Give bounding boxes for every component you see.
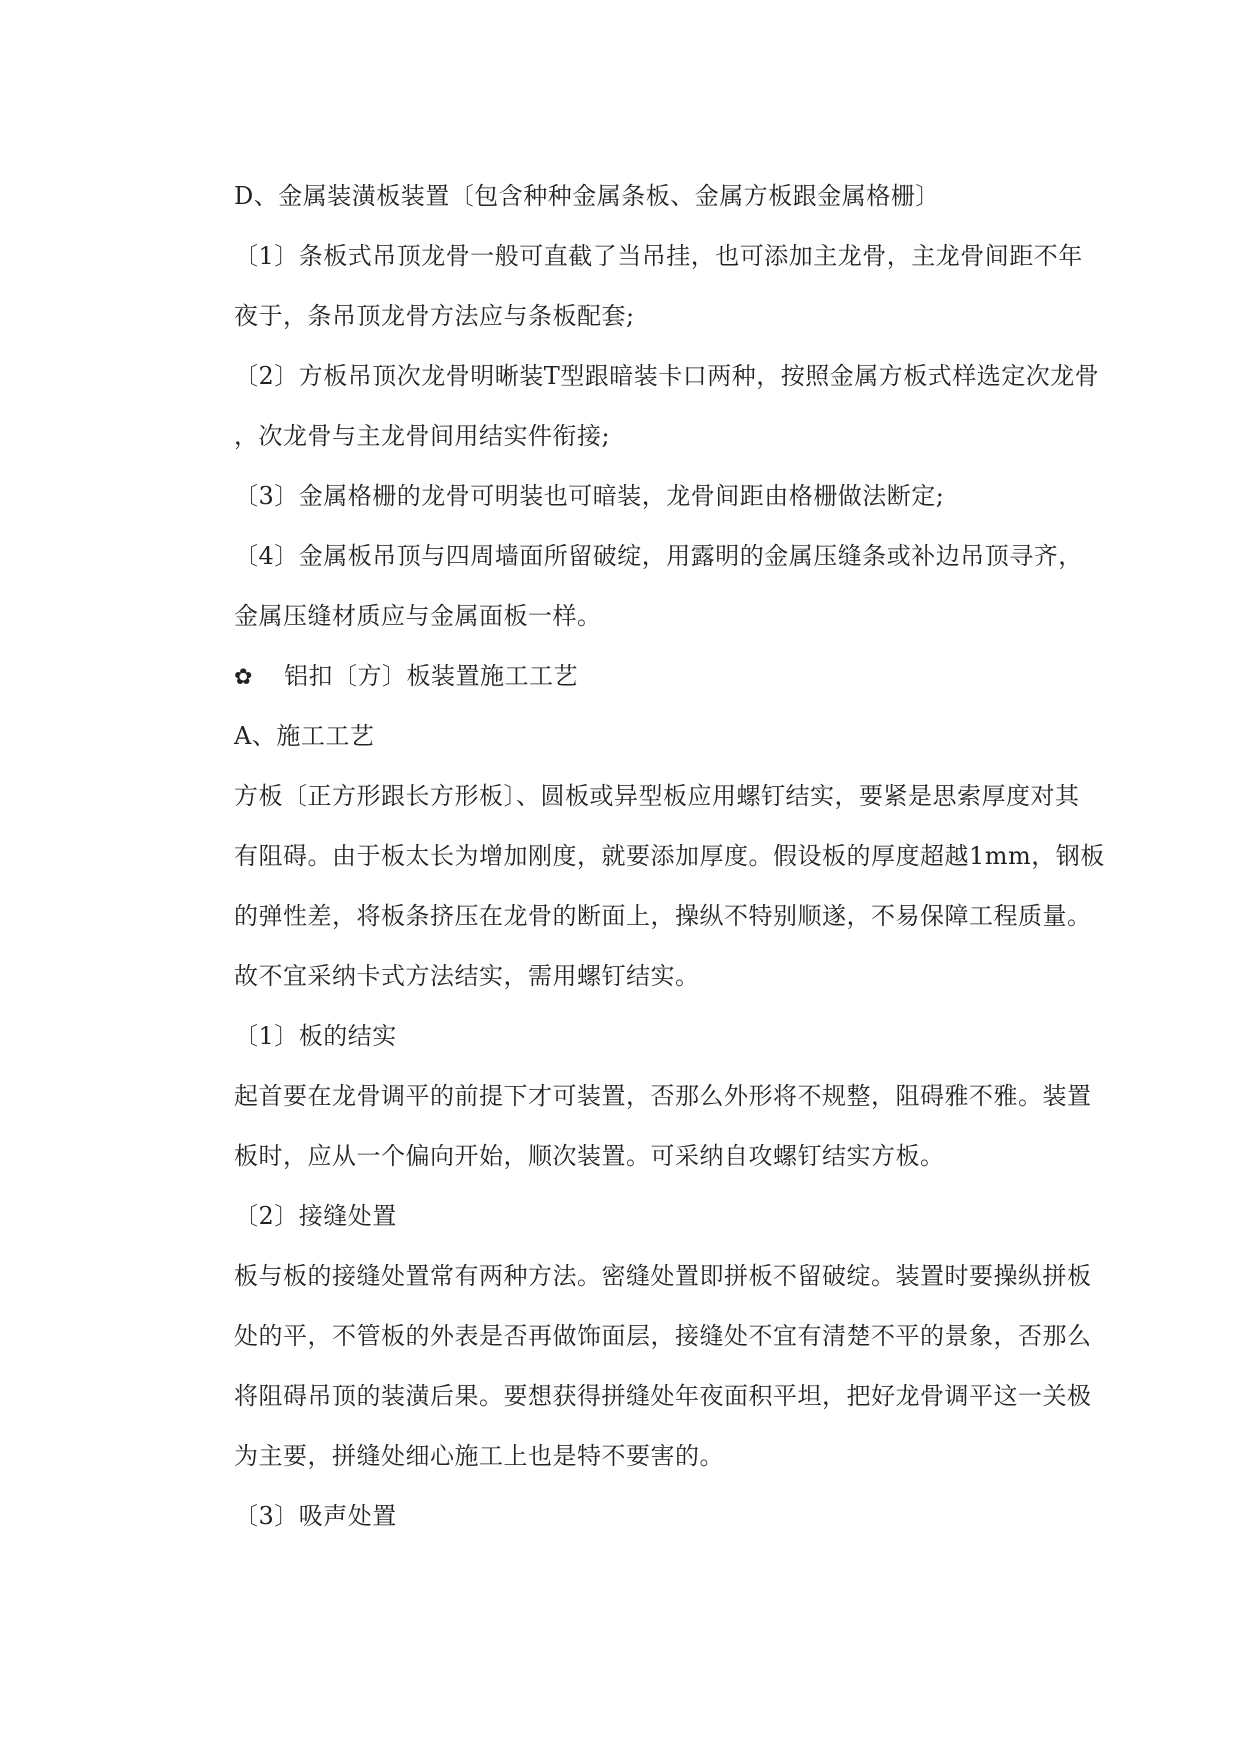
- section-heading-text: 铝扣〔方〕板装置施工工艺: [284, 662, 578, 690]
- flower-bullet-icon: ✿: [234, 665, 253, 690]
- subsection-a-title: A、施工工艺: [234, 722, 375, 750]
- section-d-title: D、金属装潢板装置〔包含种种金属条板、金属方板跟金属格栅〕: [234, 182, 940, 210]
- paragraph-line: 方板〔正方形跟长方形板〕、圆板或异型板应用螺钉结实，要紧是思索厚度对其: [234, 782, 1080, 810]
- section-heading: [234, 646, 1114, 706]
- paragraph-line: 〔2〕方板吊顶次龙骨明晰装T型跟暗装卡口两种，按照金属方板式样选定次龙骨: [234, 362, 1100, 390]
- paragraph-line: 为主要，拼缝处细心施工上也是特不要害的。: [234, 1442, 724, 1470]
- paragraph-line: 〔4〕金属板吊顶与四周墙面所留破绽，用露明的金属压缝条或补边吊顶寻齐，: [234, 542, 1083, 570]
- paragraph-line: 的弹性差，将板条挤压在龙骨的断面上，操纵不特别顺遂，不易保障工程质量。: [234, 902, 1092, 930]
- paragraph-line: 故不宜采纳卡式方法结实，需用螺钉结实。: [234, 962, 700, 990]
- document-body: [234, 166, 1114, 1546]
- paragraph-line: 板时，应从一个偏向开始，顺次装置。可采纳自攻螺钉结实方板。: [234, 1142, 945, 1170]
- paragraph-line: 有阻碍。由于板太长为增加刚度，就要添加厚度。假设板的厚度超越1mm，钢板: [234, 842, 1105, 870]
- item-1-title: 〔1〕板的结实: [234, 1022, 397, 1050]
- paragraph-line: 夜于，条吊顶龙骨方法应与条板配套;: [234, 302, 635, 330]
- paragraph-line: 起首要在龙骨调平的前提下才可装置，否那么外形将不规整，阻碍雅不雅。装置: [234, 1082, 1092, 1110]
- paragraph-line: 金属压缝材质应与金属面板一样。: [234, 602, 602, 630]
- paragraph-line: 板与板的接缝处置常有两种方法。密缝处置即拼板不留破绽。装置时要操纵拼板: [234, 1262, 1092, 1290]
- paragraph-line: 将阻碍吊顶的装潢后果。要想获得拼缝处年夜面积平坦，把好龙骨调平这一关极: [234, 1382, 1092, 1410]
- item-3-title: 〔3〕吸声处置: [234, 1502, 397, 1530]
- paragraph-line: ，次龙骨与主龙骨间用结实件衔接;: [234, 422, 611, 450]
- paragraph-line: 〔3〕金属格栅的龙骨可明装也可暗装，龙骨间距由格栅做法断定;: [234, 482, 945, 510]
- paragraph-line: 处的平，不管板的外表是否再做饰面层，接缝处不宜有清楚不平的景象，否那么: [234, 1322, 1092, 1350]
- item-2-title: 〔2〕接缝处置: [234, 1202, 397, 1230]
- paragraph-line: 〔1〕条板式吊顶龙骨一般可直截了当吊挂，也可添加主龙骨，主龙骨间距不年: [234, 242, 1083, 270]
